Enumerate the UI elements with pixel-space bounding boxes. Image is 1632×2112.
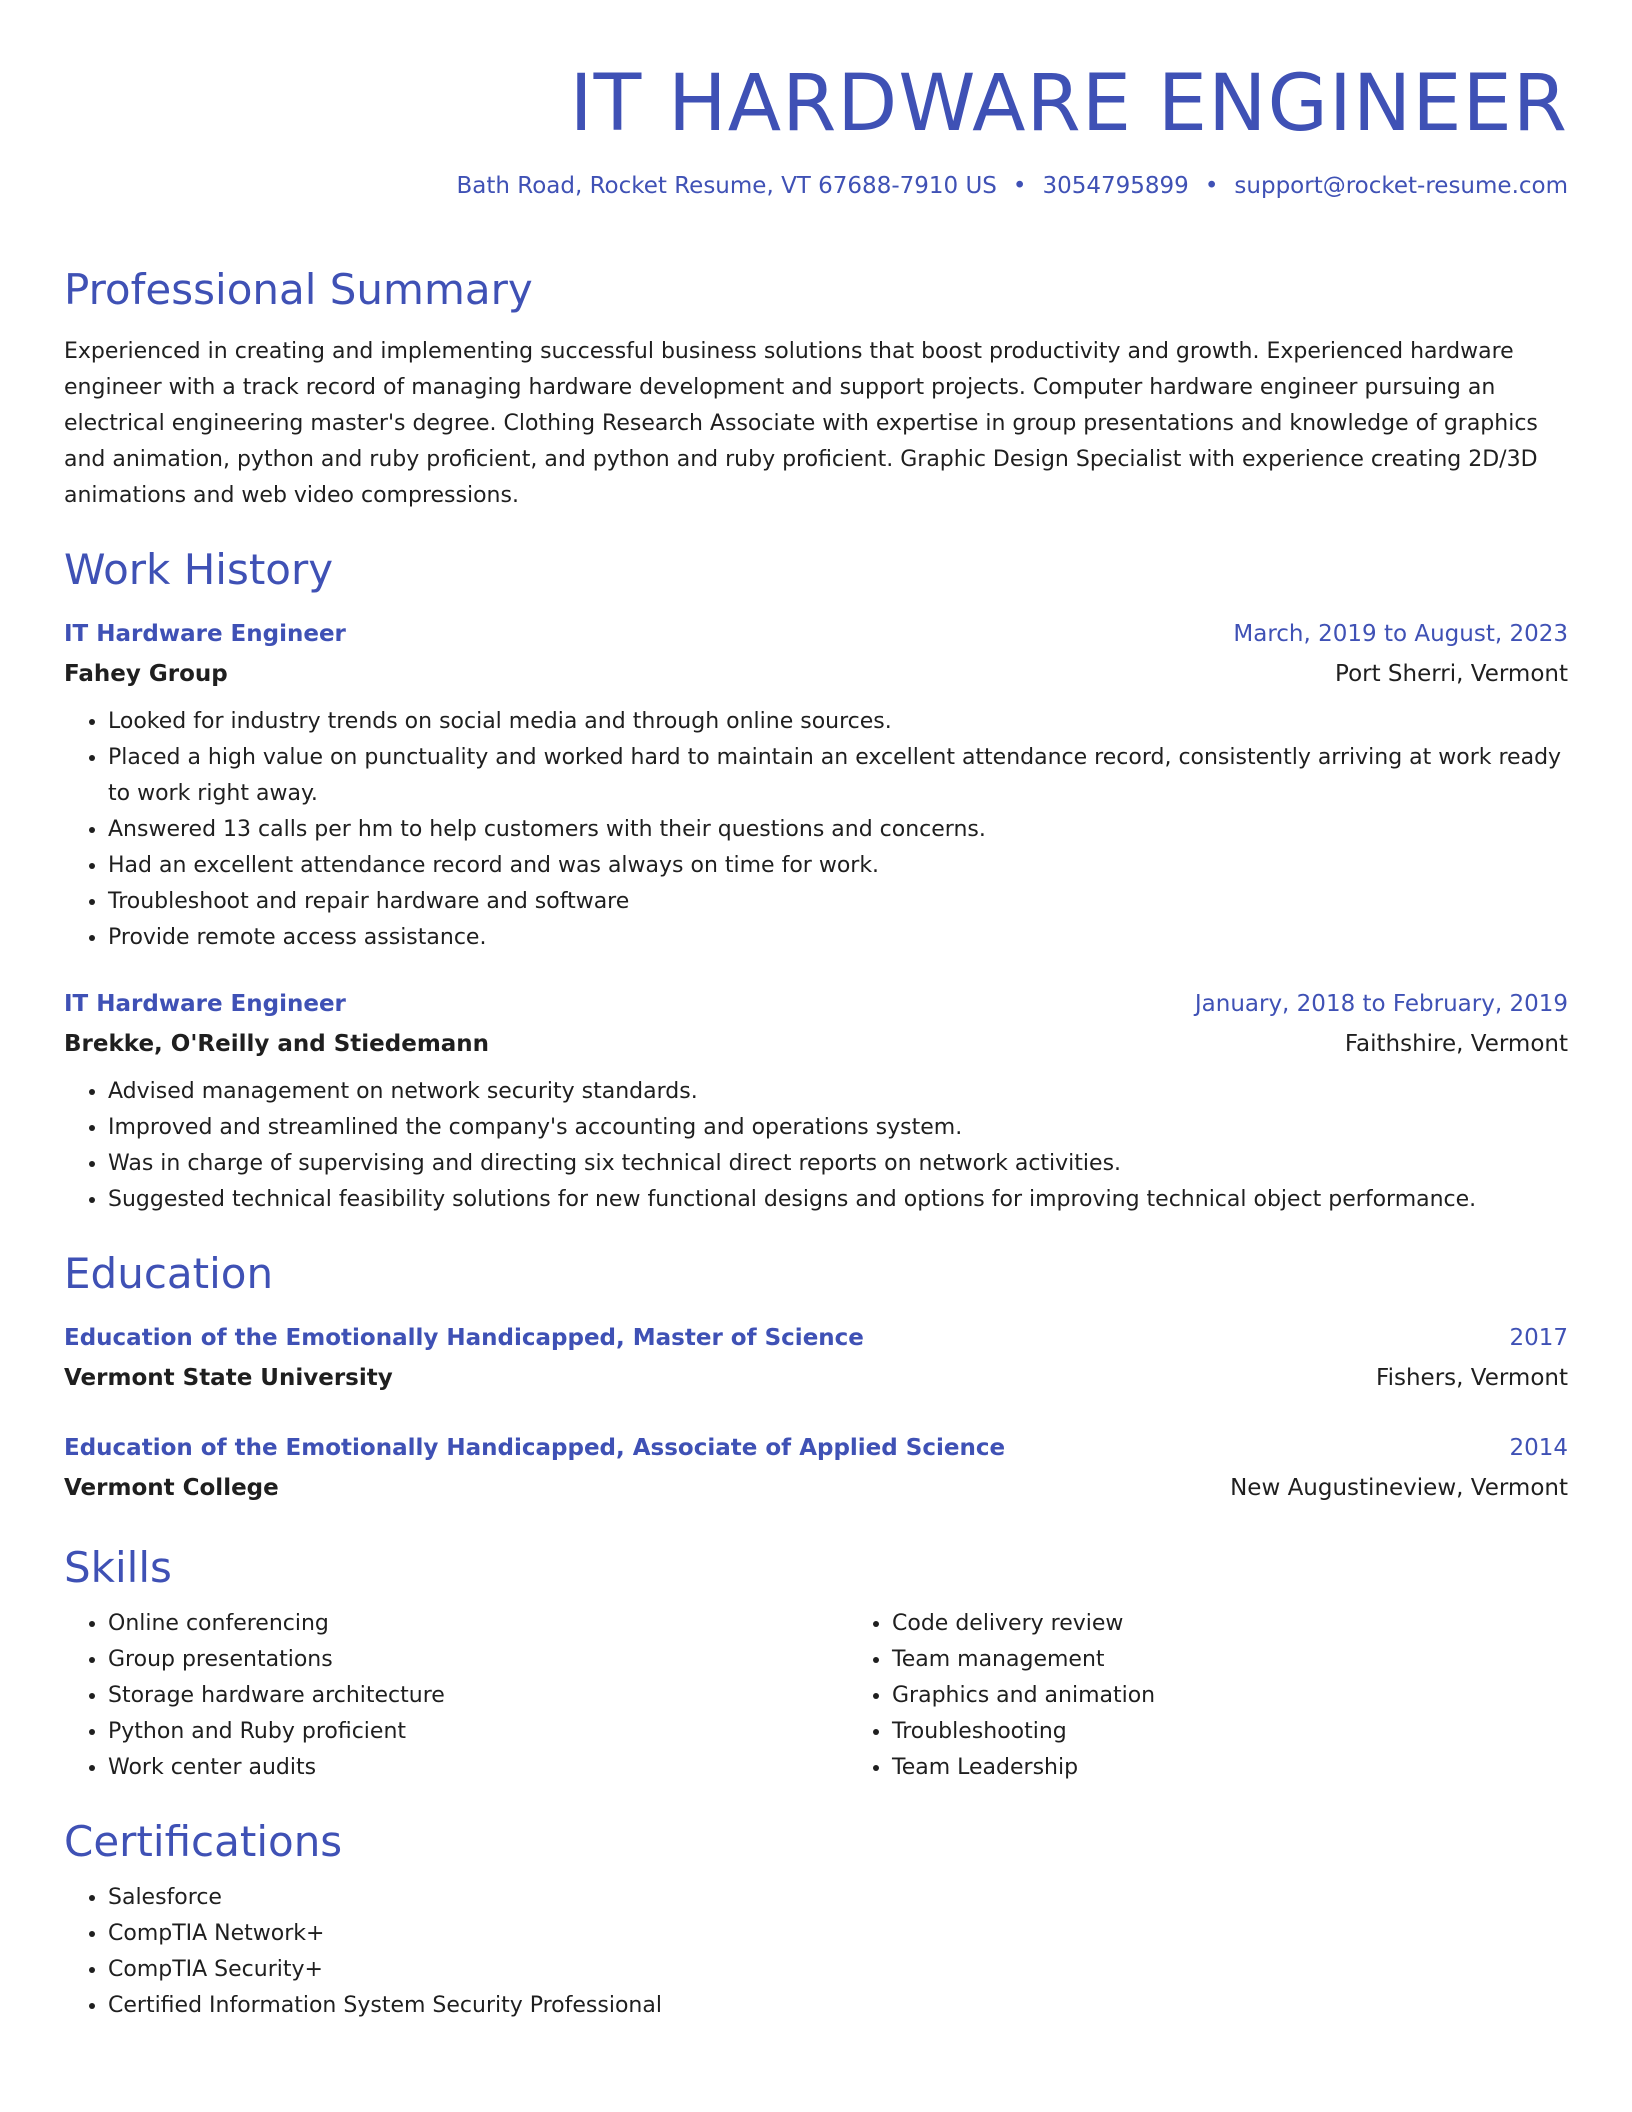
list-item: • Troubleshooting xyxy=(892,1714,1632,1750)
job-entry xyxy=(64,614,1568,956)
list-item: • Provide remote access assistance. xyxy=(108,920,1568,956)
list-item: • Code delivery review xyxy=(892,1606,1632,1642)
education-subheader xyxy=(64,1468,1568,1508)
list-item: • Looked for industry trends on social media and through online sources. xyxy=(108,704,1568,740)
job-entry xyxy=(64,984,1568,1218)
job-dates: March, 2019 to August, 2023 xyxy=(1233,621,1568,647)
skills-heading: Skills xyxy=(64,1543,172,1592)
job-role: IT Hardware Engineer xyxy=(64,991,346,1017)
job-location: Port Sherri, Vermont xyxy=(1335,661,1568,687)
education-degree: Education of the Emotionally Handicapped, Associate of Applied Science xyxy=(64,1435,1006,1461)
list-item: • Team Leadership xyxy=(892,1750,1632,1786)
list-item: • Had an excellent attendance record and was always on time for work. xyxy=(108,848,1568,884)
list-item: • Advised management on network security standards. xyxy=(108,1074,1568,1110)
contact-line xyxy=(64,170,1568,202)
job-header xyxy=(64,984,1568,1024)
education-degree: Education of the Emotionally Handicapped, Master of Science xyxy=(64,1325,864,1351)
job-subheader xyxy=(64,654,1568,694)
list-item: • Work center audits xyxy=(108,1750,848,1786)
education-subheader xyxy=(64,1358,1568,1398)
skills-list-right xyxy=(848,1606,1632,1786)
list-item: • Placed a high value on punctuality and worked hard to maintain an excellent attendance record, consistently arriving at work ready to work right away. xyxy=(108,740,1568,812)
certifications-list xyxy=(64,1880,1568,2024)
job-bullets xyxy=(64,704,1568,956)
list-item: • Suggested technical feasibility solutions for new functional designs and options for improving technical object performance. xyxy=(108,1182,1568,1218)
education-header xyxy=(64,1318,1568,1358)
list-item: • CompTIA Security+ xyxy=(108,1952,1568,1988)
work-history-heading: Work History xyxy=(64,545,334,594)
separator-dot: • xyxy=(1012,173,1027,199)
education-year: 2017 xyxy=(1509,1325,1568,1351)
separator-dot: • xyxy=(1204,173,1219,199)
education-location: Fishers, Vermont xyxy=(1376,1365,1568,1391)
list-item: • Answered 13 calls per hm to help customers with their questions and concerns. xyxy=(108,812,1568,848)
skills-grid xyxy=(64,1606,1568,1786)
skills-list-left xyxy=(64,1606,848,1786)
summary-text: Experienced in creating and implementing successful business solutions that boost productivity and growth. Experienced hardware engineer with a track record of managing hardware development and support projects. Computer hardware engineer pursuing an electrical engineering master's degree. Clothing Research Associate with expertise in group presentations and knowledge of graphics and animation, python and ruby proficient, and python and ruby proficient. Graphic Design Specialist with experience creating 2D/3D animations and web video compressions. xyxy=(64,339,1538,508)
job-subheader xyxy=(64,1024,1568,1064)
education-header xyxy=(64,1428,1568,1468)
job-company: Fahey Group xyxy=(64,661,228,687)
education-heading: Education xyxy=(64,1249,274,1298)
list-item: • Graphics and animation xyxy=(892,1678,1632,1714)
list-item: • Salesforce xyxy=(108,1880,1568,1916)
list-item: • Python and Ruby proficient xyxy=(108,1714,848,1750)
list-item: • CompTIA Network+ xyxy=(108,1916,1568,1952)
list-item: • Storage hardware architecture xyxy=(108,1678,848,1714)
education-entry xyxy=(64,1428,1568,1508)
list-item: • Was in charge of supervising and directing six technical direct reports on network activities. xyxy=(108,1146,1568,1182)
phone: 3054795899 xyxy=(1042,173,1189,199)
address: Bath Road, Rocket Resume, VT 67688-7910 US xyxy=(456,173,997,199)
list-item: • Group presentations xyxy=(108,1642,848,1678)
email: support@rocket-resume.com xyxy=(1234,173,1568,199)
list-item: • Certified Information System Security Professional xyxy=(108,1988,1568,2024)
list-item: • Troubleshoot and repair hardware and software xyxy=(108,884,1568,920)
education-school: Vermont College xyxy=(64,1475,279,1501)
job-dates: January, 2018 to February, 2019 xyxy=(1194,991,1568,1017)
job-header xyxy=(64,614,1568,654)
education-school: Vermont State University xyxy=(64,1365,393,1391)
list-item: • Team management xyxy=(892,1642,1632,1678)
job-company: Brekke, O'Reilly and Stiedemann xyxy=(64,1031,490,1057)
list-item: • Improved and streamlined the company's accounting and operations system. xyxy=(108,1110,1568,1146)
summary-heading: Professional Summary xyxy=(64,265,533,314)
job-location: Faithshire, Vermont xyxy=(1344,1031,1568,1057)
certifications-heading: Certifications xyxy=(64,1817,343,1866)
education-location: New Augustineview, Vermont xyxy=(1230,1475,1568,1501)
list-item: • Online conferencing xyxy=(108,1606,848,1642)
resume-title: IT HARDWARE ENGINEER xyxy=(569,59,1568,149)
job-role: IT Hardware Engineer xyxy=(64,621,346,647)
education-entry xyxy=(64,1318,1568,1398)
job-bullets xyxy=(64,1074,1568,1218)
education-year: 2014 xyxy=(1509,1435,1568,1461)
